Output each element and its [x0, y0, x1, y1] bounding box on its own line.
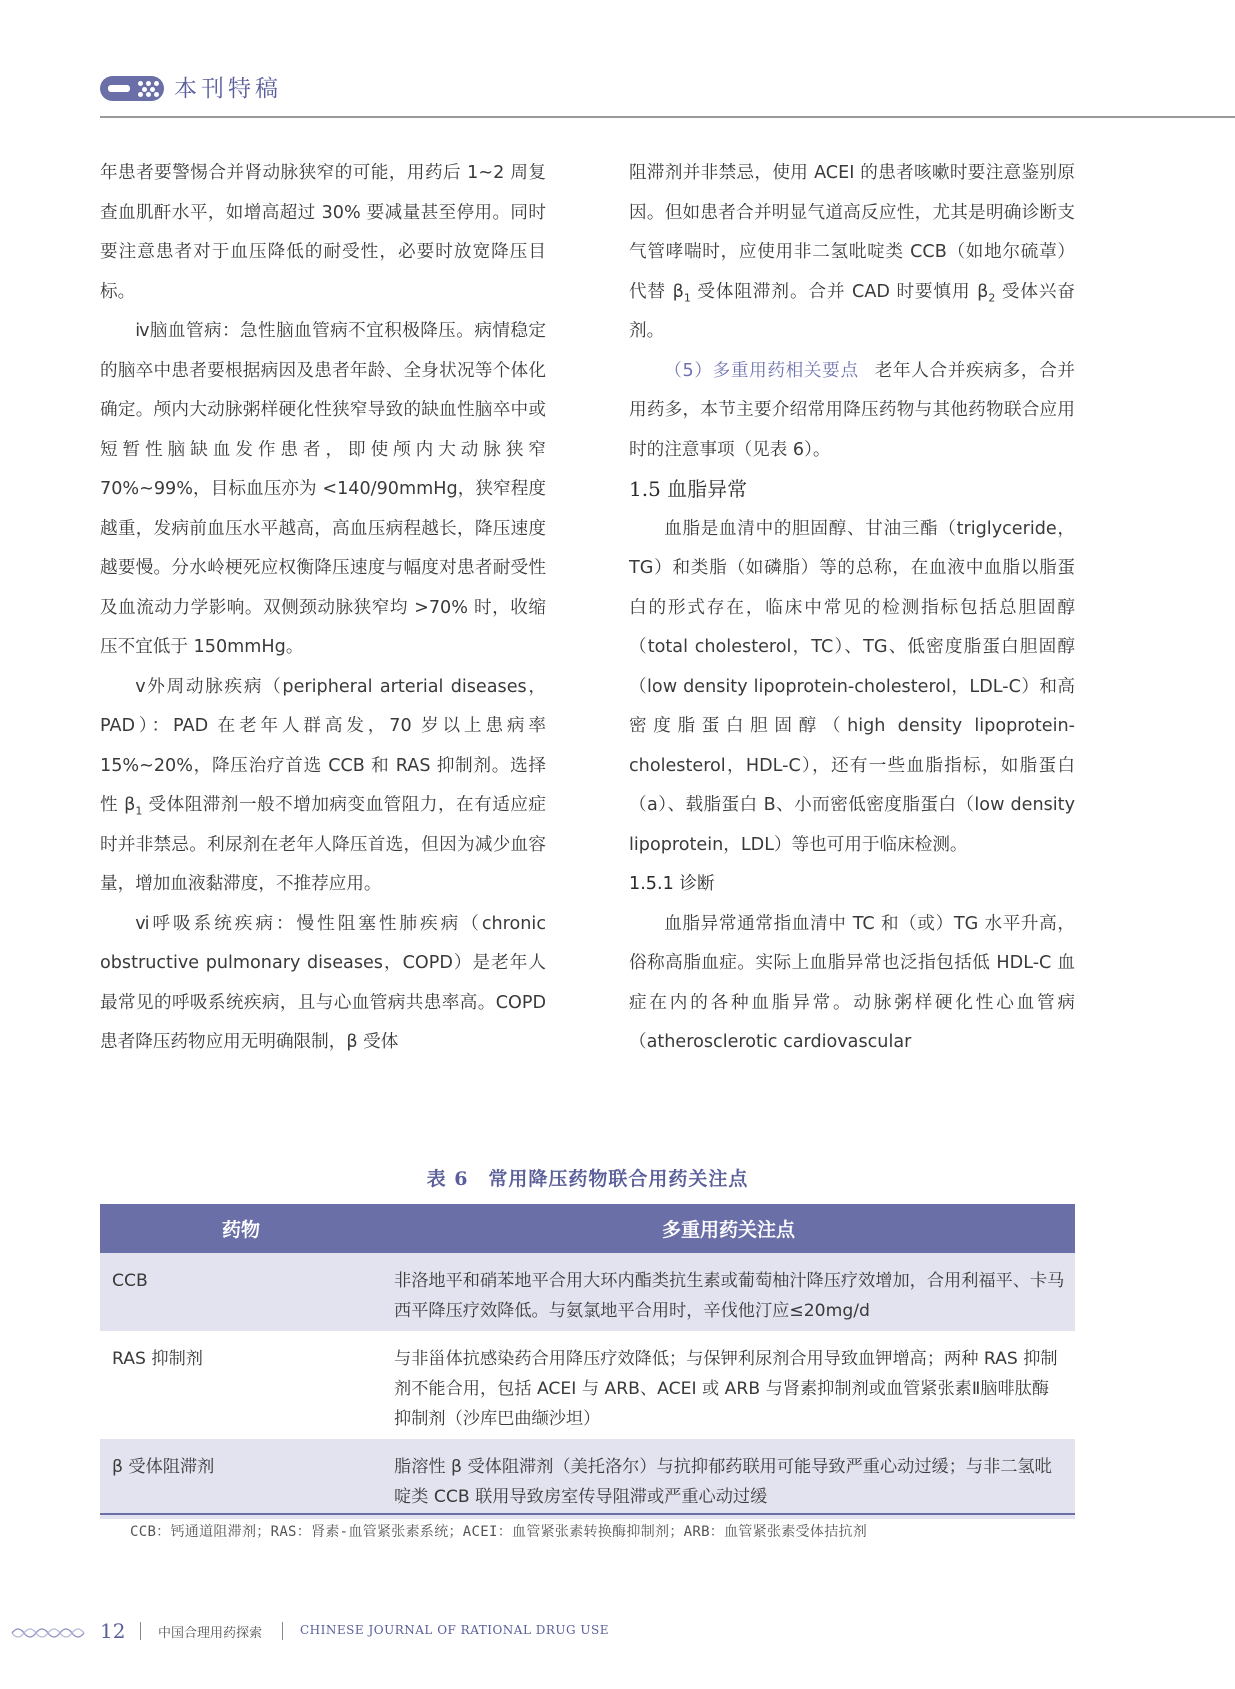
footer-divider [282, 1622, 283, 1640]
paragraph-peripheral-arterial: ⅴ外周动脉疾病（peripheral arterial diseases，PAD）：PAD 在老年人群高发，70 岁以上患病率 15%~20%，降压治疗首选 CCB 和 RAS 抑制剂。选择性 $\beta_1$ 受体阻滞剂一般不增加病变血管阻力，在有适应症时并非禁忌。利尿剂在老年人降压首选，但因为减少血容量，增加血液黏滞度，不推荐应用。 [100, 676, 546, 894]
paragraph-diagnosis: 血脂异常通常指血清中 TC 和（或）TG 水平升高，俗称高脂血症。实际上血脂异常也泛指包括低 HDL-C 血症在内的各种血脂异常。动脉粥样硬化性心血管病（atherosclerotic cardiovascular [629, 913, 1075, 1052]
table-row [100, 1331, 1075, 1439]
paragraph-cerebrovascular: ⅳ脑血管病：急性脑血管病不宜积极降压。病情稳定的脑卒中患者要根据病因及患者年龄、全身状况等个体化确定。颅内大动脉粥样硬化性狭窄导致的缺血性脑卒中或短暂性脑缺血发作患者，即使颅内大动脉狭窄 70%~99%，目标血压亦为 <140/90mmHg，狭窄程度越重，发病前血压水平越高，高血压病程越长，降压速度越要慢。分水岭梗死应权衡降压速度与幅度对患者耐受性及血流动力学影响。双侧颈动脉狭窄均 >70% 时，收缩压不宜低于 150mmHg。 [100, 321, 546, 657]
wave-ornament-icon [10, 1623, 90, 1643]
journal-name-en: CHINESE JOURNAL OF RATIONAL DRUG USE [300, 1623, 610, 1637]
column-header: 药物 [100, 1204, 382, 1253]
drug-cell: RAS 抑制剂 [100, 1331, 382, 1439]
page-footer [0, 1610, 1235, 1650]
paragraph-polypharmacy: （5）多重用药相关要点 老年人合并疾病多，合并用药多，本节主要介绍常用降压药物与其他药物联合应用时的注意事项（见表 6）。 [629, 360, 1075, 460]
drug-interaction-table [100, 1204, 1075, 1519]
table-footnote: CCB：钙通道阻滞剂；RAS：肾素-血管紧张素系统；ACEI：血管紧张素转换酶抑制剂；ARB：血管紧张素受体拮抗剂 [130, 1524, 868, 1540]
table-header-row [100, 1204, 1075, 1253]
note-cell: 与非甾体抗感染药合用降压疗效降低；与保钾利尿剂合用导致血钾增高；两种 RAS 抑制剂不能合用，包括 ACEI 与 ARB、ACEI 或 ARB 与肾素抑制剂或血管紧张素Ⅱ脑啡肽酶抑制剂（沙库巴曲缬沙坦） [382, 1331, 1075, 1439]
note-cell: 脂溶性 β 受体阻滞剂（美托洛尔）与抗抑郁药联用可能导致严重心动过缓；与非二氢吡啶类 CCB 联用导致房室传导阻滞或严重心动过缓 [382, 1439, 1075, 1519]
table-bottom-rule [100, 1513, 1075, 1515]
journal-name-cn: 中国合理用药探索 [158, 1626, 263, 1641]
table-caption: 表 6 常用降压药物联合用药关注点 [426, 1168, 749, 1190]
section-heading: 1.5 血脂异常 [629, 477, 748, 501]
left-column [100, 154, 546, 1063]
table-row [100, 1439, 1075, 1519]
subsection-heading: 1.5.1 诊断 [629, 874, 715, 894]
paragraph-respiratory: ⅵ呼吸系统疾病：慢性阻塞性肺疾病（chronic obstructive pulmonary diseases，COPD）是老年人最常见的呼吸系统疾病，且与心血管病共患率高。COPD 患者降压药物应用无明确限制，β 受体 [100, 913, 546, 1052]
page-number: 12 [100, 1619, 126, 1643]
drug-cell: CCB [100, 1253, 382, 1331]
section-logo-icon [100, 76, 164, 101]
subsection-lead: （5）多重用药相关要点 [664, 360, 859, 381]
page-header [0, 0, 1235, 120]
column-header: 多重用药关注点 [382, 1204, 1075, 1253]
paragraph: 年患者要警惕合并肾动脉狭窄的可能，用药后 1~2 周复查血肌酐水平，如增高超过 30% 要减量甚至停用。同时要注意患者对于血压降低的耐受性，必要时放宽降压目标。 [100, 163, 546, 302]
table-row [100, 1253, 1075, 1331]
footer-divider [140, 1622, 141, 1640]
note-cell: 非洛地平和硝苯地平合用大环内酯类抗生素或葡萄柚汁降压疗效增加，合用利福平、卡马西平降压疗效降低。与氨氯地平合用时，辛伐他汀应≤20mg/d [382, 1253, 1075, 1331]
section-title: 本刊特稿 [174, 76, 282, 102]
paragraph-lipids: 血脂是血清中的胆固醇、甘油三酯（triglyceride，TG）和类脂（如磷脂）等的总称，在血液中血脂以脂蛋白的形式存在，临床中常见的检测指标包括总胆固醇（total cholesterol，TC）、TG、低密度脂蛋白胆固醇（low density lipoprotein-cholesterol，LDL-C）和高密度脂蛋白胆固醇（high density lipoprotein-cholesterol，HDL-C），还有一些血脂指标，如脂蛋白（a）、载脂蛋白 B、小而密低密度脂蛋白（low density lipoprotein，LDL）等也可用于临床检测。 [629, 518, 1075, 855]
right-column [629, 154, 1075, 1063]
drug-cell: β 受体阻滞剂 [100, 1439, 382, 1519]
header-rule [100, 116, 1235, 118]
paragraph: 阻滞剂并非禁忌，使用 ACEI 的患者咳嗽时要注意鉴别原因。但如患者合并明显气道高反应性，尤其是明确诊断支气管哮喘时，应使用非二氢吡啶类 CCB（如地尔硫䓬）代替 $\beta_1$ 受体阻滞剂。合并 CAD 时要慎用 $\beta_2$ 受体兴奋剂。 [629, 163, 1076, 341]
